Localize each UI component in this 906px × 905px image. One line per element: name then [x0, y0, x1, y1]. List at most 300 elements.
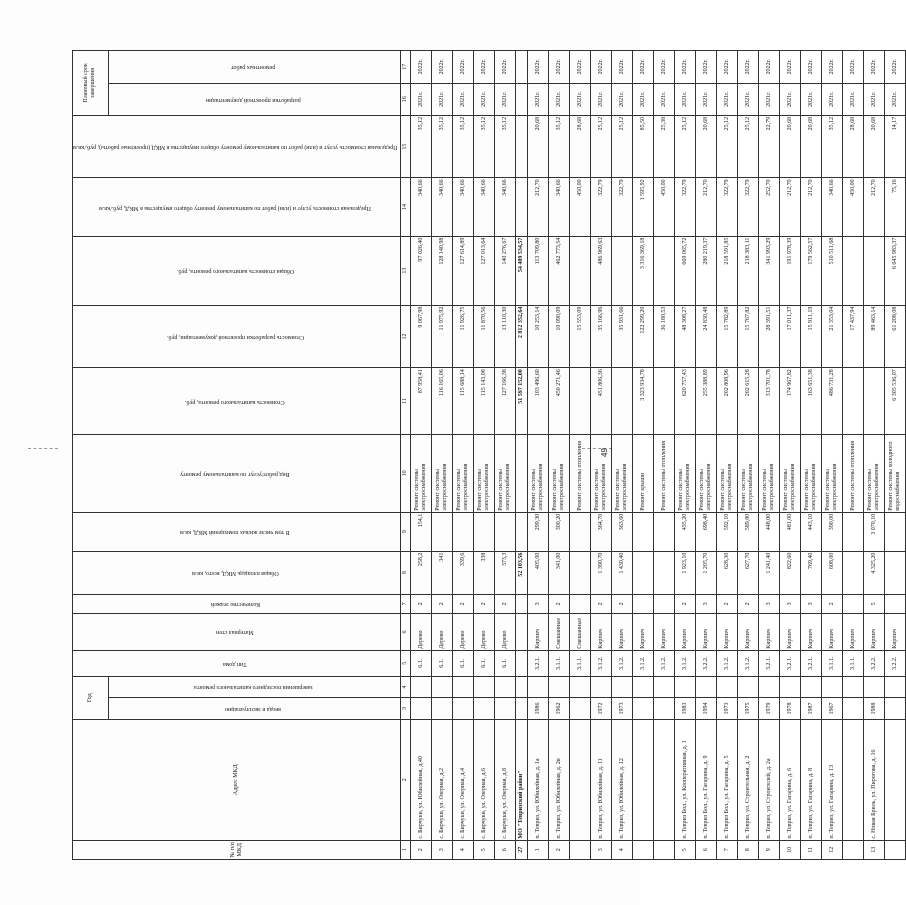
- row-project-cost: 11 975,92: [432, 305, 453, 368]
- row-pd-year: 2021г.: [885, 83, 906, 115]
- page-number: 49: [599, 448, 609, 457]
- row-rw-year: 2022г.: [864, 51, 885, 84]
- row-num: 5: [675, 840, 696, 859]
- row-address: п. Тевриз, ул. Юбилейная, д. 11: [591, 719, 612, 840]
- row-num: 9: [759, 840, 780, 859]
- row-type: 3.1.2.: [633, 650, 654, 676]
- col-max-cost-project-header: Предельная стоимость услуг и (или) работ по капитальному ремонту общего имущества в МКД (проектные работы), руб./кв.м: [73, 115, 401, 178]
- row-floors: 2: [432, 594, 453, 613]
- row-last-repair: [411, 676, 432, 698]
- row-last-repair: [453, 676, 474, 698]
- district-area: 52 103,56: [516, 551, 528, 594]
- row-max-cost-project: 25,12: [675, 115, 696, 178]
- row-pd-year: 2021г.: [675, 83, 696, 115]
- table-row: [591, 51, 612, 860]
- row-last-repair: [612, 676, 633, 698]
- row-max-cost-project: 28,68: [843, 115, 864, 178]
- row-area: 341,00: [549, 551, 570, 594]
- row-type: 6.1.: [432, 650, 453, 676]
- row-built-year: 1986: [528, 698, 549, 720]
- col-project-cost-header: Стоимость разработки проектной документации, руб.: [73, 305, 401, 368]
- row-last-repair: [780, 676, 801, 698]
- row-max-cost-project: 28,68: [570, 115, 591, 178]
- row-address: [570, 719, 591, 840]
- row-area: 338: [474, 551, 495, 594]
- row-floors: 2: [495, 594, 516, 613]
- col-number-cell: 14: [401, 178, 411, 236]
- row-repair-cost: 313 701,78: [759, 368, 780, 435]
- row-built-year: 1972: [591, 698, 612, 720]
- row-repair-cost: 620 757,43: [675, 368, 696, 435]
- row-pd-year: 2021г.: [474, 83, 495, 115]
- row-total-cost: 3 316 369,18: [633, 236, 654, 305]
- row-address: [654, 719, 675, 840]
- row-num: 5: [474, 840, 495, 859]
- row-max-cost: 212,70: [780, 178, 801, 236]
- row-repair-cost: 450 271,46: [549, 368, 570, 435]
- table-row: [411, 51, 432, 860]
- col-year-group-header: Год: [73, 676, 109, 719]
- row-rw-year: 2022г.: [696, 51, 717, 84]
- row-max-cost-project: 35,12: [495, 115, 516, 178]
- row-num: 6: [495, 840, 516, 859]
- row-last-repair: [474, 676, 495, 698]
- row-type: 3.1.2.: [675, 650, 696, 676]
- row-repair-cost: [654, 368, 675, 435]
- row-total-cost: 97 026,40: [411, 236, 432, 305]
- row-floors: 3: [696, 594, 717, 613]
- table-body-part1: [411, 51, 516, 860]
- row-material: Кирпич: [612, 614, 633, 651]
- row-repair-cost: 6 305 536,07: [885, 368, 906, 435]
- row-work-type: Ремонт системы электроснабжения: [528, 435, 549, 513]
- row-project-cost: 10 090,09: [549, 305, 570, 368]
- row-num: [843, 840, 864, 859]
- col-built-header: ввода в эксплуатацию: [108, 698, 401, 720]
- row-area: [843, 551, 864, 594]
- row-max-cost-project: 25,12: [612, 115, 633, 178]
- row-type: 3.2.2.: [864, 650, 885, 676]
- row-work-type: Ремонт системы отопления: [843, 435, 864, 513]
- row-built-year: 1978: [780, 698, 801, 720]
- row-total-cost: [864, 236, 885, 305]
- column-number-row: [401, 51, 411, 860]
- table-row: [759, 51, 780, 860]
- row-last-repair: [843, 676, 864, 698]
- col-number-cell: 17: [401, 51, 411, 84]
- fold-mark-left: [28, 448, 58, 450]
- row-pd-year: 2021г.: [696, 83, 717, 115]
- row-area: [633, 551, 654, 594]
- row-type: 3.1.2.: [654, 650, 675, 676]
- row-rw-year: 2022г.: [432, 51, 453, 84]
- row-area: 1 241,40: [759, 551, 780, 594]
- row-area: 769,40: [801, 551, 822, 594]
- row-total-cost: 218 591,85: [717, 236, 738, 305]
- row-last-repair: [696, 676, 717, 698]
- row-built-year: 1987: [801, 698, 822, 720]
- row-type: 3.1.2.: [717, 650, 738, 676]
- row-built-year: [654, 698, 675, 720]
- row-rw-year: 2022г.: [570, 51, 591, 84]
- row-material: Кирпич: [675, 614, 696, 651]
- row-living-area: [570, 512, 591, 551]
- row-address: с. Бирчуки, ул. Озерная, д.2: [432, 719, 453, 840]
- row-address: п. Тевриз, ул. Юбилейная, д. 12: [612, 719, 633, 840]
- row-max-cost-project: 35,12: [474, 115, 495, 178]
- row-floors: 3: [528, 594, 549, 613]
- row-pd-year: 2021г.: [654, 83, 675, 115]
- row-repair-cost: 127 166,38: [495, 368, 516, 435]
- col-number-cell: 2: [401, 719, 411, 840]
- row-num: 3: [432, 840, 453, 859]
- district-project-cost: 2 812 352,64: [516, 305, 528, 368]
- row-last-repair: [570, 676, 591, 698]
- row-floors: 2: [822, 594, 843, 613]
- row-address: с. Бирчуки, ул. Озерная, д.8: [495, 719, 516, 840]
- row-living-area: [843, 512, 864, 551]
- row-max-cost-project: 20,68: [528, 115, 549, 178]
- row-pd-year: 2021г.: [570, 83, 591, 115]
- table-body-part2: [528, 51, 906, 860]
- row-work-type: Ремонт системы электроснабжения: [411, 435, 432, 513]
- row-total-cost: [612, 236, 633, 305]
- row-address: с. Бирчуки, ул. Озерная, д.6: [474, 719, 495, 840]
- table-row: [822, 51, 843, 860]
- row-built-year: 1988: [864, 698, 885, 720]
- row-total-cost: 218 383,11: [738, 236, 759, 305]
- row-material: Дерево: [474, 614, 495, 651]
- row-built-year: [885, 698, 906, 720]
- district-cost: 51 597 152,00: [516, 368, 528, 435]
- row-num: 1: [528, 840, 549, 859]
- row-area: 258,2: [411, 551, 432, 594]
- row-repair-cost: 255 388,89: [696, 368, 717, 435]
- row-area: 1 430,40: [612, 551, 633, 594]
- row-material: Кирпич: [633, 614, 654, 651]
- row-last-repair: [717, 676, 738, 698]
- row-max-cost: 340,66: [411, 178, 432, 236]
- row-repair-cost: 115 143,08: [474, 368, 495, 435]
- row-floors: [633, 594, 654, 613]
- col-number-cell: 12: [401, 305, 411, 368]
- table-row: [528, 51, 549, 860]
- row-last-repair: [675, 676, 696, 698]
- row-living-area: 481,00: [780, 512, 801, 551]
- row-repair-cost: [612, 368, 633, 435]
- col-living-area-header: В том числе жилых помещений МКД, кв.м: [73, 512, 401, 551]
- row-living-area: 443,10: [801, 512, 822, 551]
- row-num: 4: [453, 840, 474, 859]
- row-type: 3.1.2.: [591, 650, 612, 676]
- col-floors-header: Количество этажей: [73, 594, 401, 613]
- row-material: Кирпич: [843, 614, 864, 651]
- row-living-area: [654, 512, 675, 551]
- row-project-cost: 28 391,51: [759, 305, 780, 368]
- row-pd-year: 2021г.: [801, 83, 822, 115]
- row-max-cost: 340,66: [822, 178, 843, 236]
- row-material: Кирпич: [801, 614, 822, 651]
- row-type: 3.2.1.: [801, 650, 822, 676]
- row-built-year: [570, 698, 591, 720]
- row-max-cost-project: 25,38: [654, 115, 675, 178]
- row-max-cost-project: 25,12: [717, 115, 738, 178]
- row-total-cost: 280 219,37: [696, 236, 717, 305]
- row-repair-cost: [570, 368, 591, 435]
- row-max-cost: 322,79: [591, 178, 612, 236]
- row-area: 4 325,20: [864, 551, 885, 594]
- row-pd-year: 2021г.: [528, 83, 549, 115]
- col-total-cost-header: Общая стоимость капитального ремонта, руб.: [73, 236, 401, 305]
- row-type: 3.2.2.: [696, 650, 717, 676]
- row-pd-year: 2021г.: [591, 83, 612, 115]
- table-row: [717, 51, 738, 860]
- row-address: [885, 719, 906, 840]
- row-floors: [843, 594, 864, 613]
- row-project-cost: 48 308,27: [675, 305, 696, 368]
- row-num: 7: [717, 840, 738, 859]
- row-floors: 2: [453, 594, 474, 613]
- row-work-type: Ремонт системы электроснабжения: [612, 435, 633, 513]
- row-floors: 2: [738, 594, 759, 613]
- col-type-header: Тип дома: [73, 650, 401, 676]
- row-last-repair: [495, 676, 516, 698]
- row-max-cost: 75,16: [885, 178, 906, 236]
- row-floors: 5: [864, 594, 885, 613]
- row-max-cost: 322,79: [738, 178, 759, 236]
- row-max-cost: 322,79: [675, 178, 696, 236]
- row-work-type: Ремонт системы электроснабжения: [474, 435, 495, 513]
- row-total-cost: 127 614,89: [453, 236, 474, 305]
- row-type: 6.1.: [474, 650, 495, 676]
- row-living-area: 299,30: [528, 512, 549, 551]
- row-repair-cost: 116 165,06: [432, 368, 453, 435]
- row-rw-year: 2022г.: [549, 51, 570, 84]
- row-built-year: 1962: [549, 698, 570, 720]
- table-row: [495, 51, 516, 860]
- table-row: [570, 51, 591, 860]
- row-project-cost: 24 830,48: [696, 305, 717, 368]
- col-number-cell: 9: [401, 512, 411, 551]
- district-total: 54 409 534,57: [516, 236, 528, 305]
- row-built-year: [453, 698, 474, 720]
- row-repair-cost: 202 808,96: [717, 368, 738, 435]
- row-rw-year: 2022г.: [759, 51, 780, 84]
- row-rw-year: 2022г.: [528, 51, 549, 84]
- row-max-cost: 212,70: [528, 178, 549, 236]
- col-last-repair-header: завершения последнего капитального ремонта: [108, 676, 401, 698]
- row-material: Кирпич: [738, 614, 759, 651]
- row-total-cost: 140 276,67: [495, 236, 516, 305]
- row-material: Кирпич: [696, 614, 717, 651]
- row-floors: 2: [591, 594, 612, 613]
- row-rw-year: 2022г.: [654, 51, 675, 84]
- row-area: [654, 551, 675, 594]
- row-num: 3: [591, 840, 612, 859]
- row-project-cost: 89 463,14: [864, 305, 885, 368]
- row-max-cost: 212,70: [696, 178, 717, 236]
- col-repair-cost-header: Стоимость капитального ремонта, руб.: [73, 368, 401, 435]
- row-max-cost-project: 20,68: [801, 115, 822, 178]
- row-project-cost: 9 067,98: [411, 305, 432, 368]
- row-max-cost: 252,70: [759, 178, 780, 236]
- row-max-cost-project: 35,12: [453, 115, 474, 178]
- row-area: 1 205,70: [696, 551, 717, 594]
- col-number-cell: 5: [401, 650, 411, 676]
- row-total-cost: 341 993,29: [759, 236, 780, 305]
- table-row: [453, 51, 474, 860]
- row-last-repair: [654, 676, 675, 698]
- row-area: 822,60: [780, 551, 801, 594]
- row-total-cost: 113 709,80: [528, 236, 549, 305]
- row-rw-year: 2022г.: [801, 51, 822, 84]
- row-project-cost: 35 931,66: [612, 305, 633, 368]
- row-living-area: [474, 512, 495, 551]
- row-floors: 2: [411, 594, 432, 613]
- row-project-cost: 15 782,89: [717, 305, 738, 368]
- row-floors: 2: [549, 594, 570, 613]
- row-work-type: Ремонт крыши: [633, 435, 654, 513]
- row-repair-cost: 115 688,14: [453, 368, 474, 435]
- row-max-cost-project: 35,12: [549, 115, 570, 178]
- row-project-cost: 61 208,08: [885, 305, 906, 368]
- col-area-header: Общая площадь МКД, всего, кв.м: [73, 551, 401, 594]
- row-floors: [654, 594, 675, 613]
- row-rw-year: 2022г.: [411, 51, 432, 84]
- row-floors: 2: [612, 594, 633, 613]
- row-work-type: Ремонт системы электроснабжения: [675, 435, 696, 513]
- row-num: [885, 840, 906, 859]
- row-total-cost: 128 140,98: [432, 236, 453, 305]
- row-living-area: 300,20: [549, 512, 570, 551]
- row-living-area: 448,00: [759, 512, 780, 551]
- row-num: 4: [612, 840, 633, 859]
- row-area: 373,3: [495, 551, 516, 594]
- row-repair-cost: 486 731,28: [822, 368, 843, 435]
- district-num: 27: [516, 840, 528, 859]
- table-row: [633, 51, 654, 860]
- row-last-repair: [738, 676, 759, 698]
- row-max-cost-project: 25,12: [738, 115, 759, 178]
- row-max-cost-project: 35,12: [432, 115, 453, 178]
- row-repair-cost: 3 323 934,78: [633, 368, 654, 435]
- row-max-cost-project: 25,12: [591, 115, 612, 178]
- row-material: Кирпич: [591, 614, 612, 651]
- row-address: п. Тевриз, ул. Гагарина, д. 8: [801, 719, 822, 840]
- row-total-cost: 669 065,72: [675, 236, 696, 305]
- row-built-year: [843, 698, 864, 720]
- table-row: [549, 51, 570, 860]
- row-floors: 2: [717, 594, 738, 613]
- table-row: [696, 51, 717, 860]
- row-max-cost: 322,79: [612, 178, 633, 236]
- row-pd-year: 2021г.: [780, 83, 801, 115]
- row-address: с. Бирчуки, ул. Юбилейная, д.40: [411, 719, 432, 840]
- row-pd-year: 2021г.: [717, 83, 738, 115]
- row-max-cost-project: 85,50: [633, 115, 654, 178]
- row-living-area: [885, 512, 906, 551]
- row-address: п. Тевриз, ул. Юбилейная, д. 2в: [549, 719, 570, 840]
- row-max-cost-project: 14,17: [885, 115, 906, 178]
- table-row: [738, 51, 759, 860]
- row-material: Кирпич: [654, 614, 675, 651]
- row-type: 3.2.1.: [780, 650, 801, 676]
- row-num: [654, 840, 675, 859]
- row-type: 3.1.1.: [570, 650, 591, 676]
- row-living-area: [432, 512, 453, 551]
- row-area: [885, 551, 906, 594]
- row-type: 3.2.2.: [885, 650, 906, 676]
- row-area: 627,70: [738, 551, 759, 594]
- row-repair-cost: 174 967,82: [780, 368, 801, 435]
- row-max-cost-project: 35,12: [411, 115, 432, 178]
- row-material: Кирпич: [780, 614, 801, 651]
- row-living-area: 363,60: [612, 512, 633, 551]
- col-number-cell: 15: [401, 115, 411, 178]
- row-total-cost: 486 969,63: [591, 236, 612, 305]
- row-num: 6: [696, 840, 717, 859]
- row-built-year: [432, 698, 453, 720]
- row-total-cost: [843, 236, 864, 305]
- row-last-repair: [591, 676, 612, 698]
- col-number-cell: 16: [401, 83, 411, 115]
- row-type: 6.1.: [495, 650, 516, 676]
- row-work-type: Ремонт системы электроснабжения: [591, 435, 612, 513]
- col-number-cell: 13: [401, 236, 411, 305]
- row-max-cost: 212,70: [864, 178, 885, 236]
- col-number-cell: 4: [401, 676, 411, 698]
- row-repair-cost: 451 806,36: [591, 368, 612, 435]
- row-built-year: [474, 698, 495, 720]
- row-num: 2: [411, 840, 432, 859]
- row-living-area: 435,20: [675, 512, 696, 551]
- row-last-repair: [885, 676, 906, 698]
- row-pd-year: 2021г.: [432, 83, 453, 115]
- row-work-type: Ремонт системы электроснабжения: [801, 435, 822, 513]
- row-work-type: Ремонт системы электроснабжения: [780, 435, 801, 513]
- row-max-cost: 340,66: [432, 178, 453, 236]
- row-floors: 3: [780, 594, 801, 613]
- row-repair-cost: [864, 368, 885, 435]
- row-last-repair: [432, 676, 453, 698]
- row-work-type: Ремонт системы электроснабжения: [717, 435, 738, 513]
- table-row: [675, 51, 696, 860]
- row-project-cost: 13 110,30: [495, 305, 516, 368]
- row-built-year: 1994: [696, 698, 717, 720]
- row-built-year: 1983: [675, 698, 696, 720]
- row-rw-year: 2022г.: [591, 51, 612, 84]
- row-type: 3.1.2.: [738, 650, 759, 676]
- row-total-cost: 127 013,64: [474, 236, 495, 305]
- row-max-cost: 340,66: [474, 178, 495, 236]
- row-living-area: 154,1: [411, 512, 432, 551]
- row-built-year: [411, 698, 432, 720]
- col-number-cell: 3: [401, 698, 411, 720]
- row-living-area: [633, 512, 654, 551]
- col-num-header: № п/п МКД: [73, 840, 401, 859]
- table-row: [654, 51, 675, 860]
- row-pd-year: 2021г.: [495, 83, 516, 115]
- row-built-year: 1975: [738, 698, 759, 720]
- row-type: 3.1.1.: [822, 650, 843, 676]
- row-address: п. Тевриз Бол., ул. Гагарина, д. 5: [717, 719, 738, 840]
- row-area: 1 923,10: [675, 551, 696, 594]
- row-work-type: Ремонт системы электроснабжения: [495, 435, 516, 513]
- row-area: 608,00: [822, 551, 843, 594]
- row-total-cost: 510 511,68: [822, 236, 843, 305]
- col-number-cell: 6: [401, 614, 411, 651]
- row-num: [570, 840, 591, 859]
